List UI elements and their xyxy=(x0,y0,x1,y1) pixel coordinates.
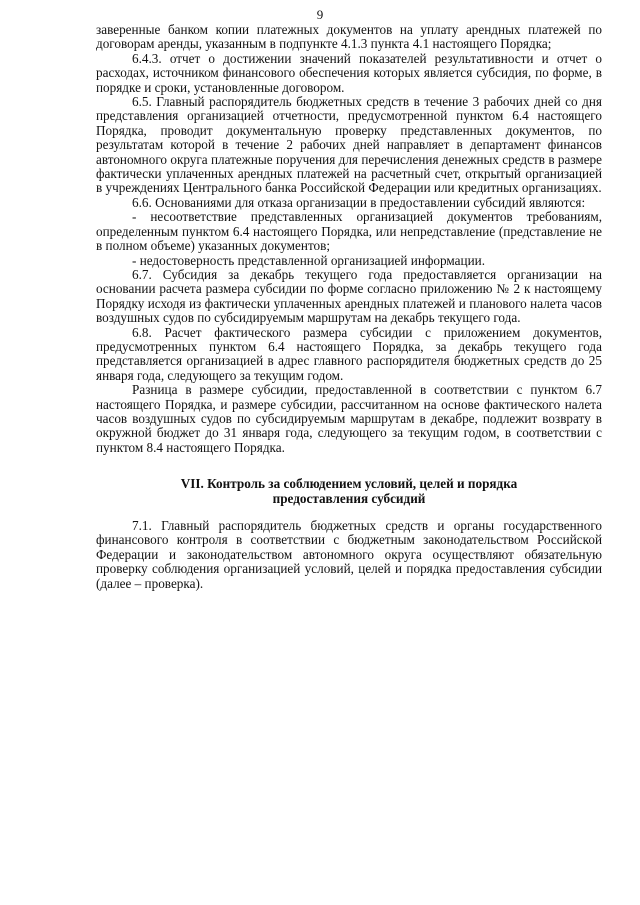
page-number: 9 xyxy=(316,7,324,22)
paragraph-continuation: заверенные банком копии платежных документов на уплату арендных платежей по договорам аренды, указанным в подпункте 4.1.3 пункта 4.1 настоящего Порядка; xyxy=(96,22,602,52)
paragraph-6-8: 6.8. Расчет фактического размера субсидии с приложением документов, предусмотренных пунктом 6.4 настоящего Порядка, за декабрь текущего года представляется организацией в адрес главного распорядителя бюджетных средств до 25 января года, следующего за текущим годом. xyxy=(96,324,602,383)
paragraph-6-6: 6.6. Основаниями для отказа организации в предоставлении субсидий являются: xyxy=(132,194,586,210)
list-item-noncompliance: - несоответствие представленных организацией документов требованиям, определенным пунктом 6.4 настоящего Порядка, или непредставление (представление не в полном объеме) указанных документов; xyxy=(96,209,602,254)
section-heading xyxy=(96,477,602,506)
paragraph-6-5: 6.5. Главный распорядитель бюджетных средств в течение 3 рабочих дней со дня представления организацией отчетности, предусмотренной пунктом 6.4 настоящего Порядка, проводит документальную проверку представленных документов, по результатам которой в течение 2 рабочих дней направляет в департамент финансов автономного округа платежные поручения для перечисления денежных средств в размере фактически уплаченных арендных платежей на расчетный счет, открытый организацией в учреждениях Центрального банка Российской Федерации или кредитных организациях. xyxy=(96,94,602,196)
paragraph-7-1: 7.1. Главный распорядитель бюджетных средств и органы государственного финансового контроля в соответствии с бюджетным законодательством Российской Федерации и законодательством автономного округа осуществляют обязательную проверку соблюдения организацией условий, целей и порядка предоставления субсидии (далее – проверка). xyxy=(96,518,602,591)
list-item-unreliability: - недостоверность представленной организацией информации. xyxy=(132,252,485,268)
document-body xyxy=(96,23,602,591)
paragraph-difference: Разница в размере субсидии, предоставленной в соответствии с пунктом 6.7 настоящего Порядка, и размере субсидии, рассчитанном на основе фактического налета часов воздушных судов по субсидируемым маршрутам в декабре, подлежит возврату в окружной бюджет до 31 января года, следующего за текущим годом, в соответствии с пунктом 8.4 настоящего Порядка. xyxy=(96,382,602,455)
paragraph-6-4-3: 6.4.3. отчет о достижении значений показателей результативности и отчет о расходах, источником финансового обеспечения которых является субсидия, по форме, в порядке и сроки, установленные договором. xyxy=(96,50,602,95)
paragraph-6-7: 6.7. Субсидия за декабрь текущего года предоставляется организации на основании расчета размера субсидии по форме согласно приложению № 2 к настоящему Порядку исходя из фактически уплаченных арендных платежей и планового налета часов воздушных судов по субсидируемым маршрутам на декабрь текущего года. xyxy=(96,266,602,326)
section-heading-line1: VII. Контроль за соблюдением условий, целей и порядка xyxy=(180,476,518,492)
section-heading-line2: предоставления субсидий xyxy=(272,490,426,506)
